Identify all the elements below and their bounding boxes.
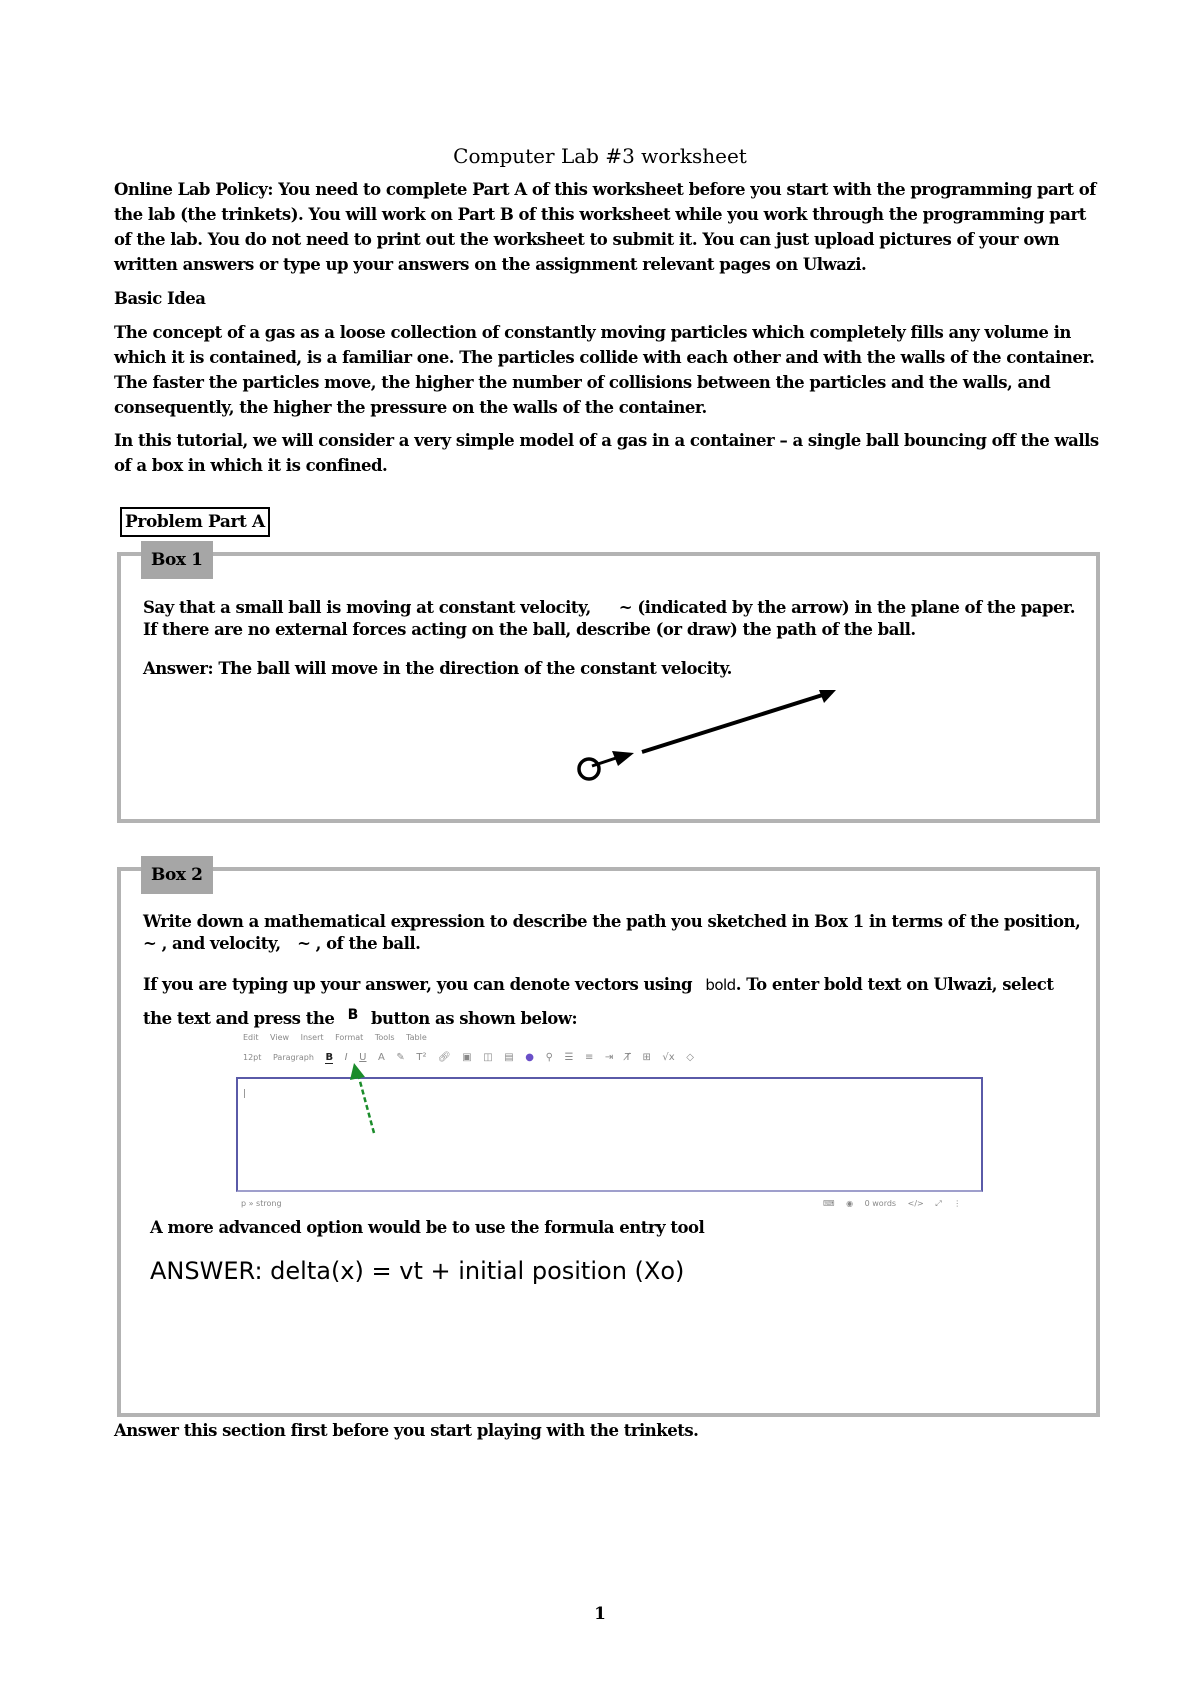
italic-button[interactable]: I (344, 1052, 348, 1063)
menu-edit[interactable]: Edit (243, 1033, 259, 1042)
problem-part-a-label: Problem Part A (120, 507, 270, 537)
box-2-question-line2b: ~ , of the ball. (297, 934, 421, 953)
editor-status-right (823, 1199, 970, 1209)
bold-word: bold (705, 976, 736, 994)
ball-arrow-drawing (570, 680, 850, 790)
basic-idea-heading: Basic Idea (114, 289, 206, 308)
editor-status-path: p » strong (241, 1199, 282, 1208)
velocity-arrow-head (612, 751, 634, 766)
menu-insert[interactable]: Insert (300, 1033, 324, 1042)
policy-label: Online Lab Policy: (114, 180, 273, 199)
box-2-question-line2a: ~ , and velocity, (143, 934, 281, 953)
bold-instr-a: If you are typing up your answer, you can denote vectors using (143, 975, 693, 994)
align-icon[interactable]: ☰ (564, 1052, 574, 1063)
bold-instr-c: the text and press the (143, 1009, 335, 1028)
document-icon[interactable]: ▤ (504, 1052, 514, 1063)
box-2-question-line1: Write down a mathematical expression to describe the path you sketched in Box 1 in terms of the position, (143, 912, 1081, 931)
superscript-icon[interactable]: T² (416, 1052, 427, 1063)
page-number: 1 (594, 1604, 606, 1624)
unlink-icon[interactable]: ⚲ (545, 1052, 553, 1063)
clear-format-icon[interactable]: T̸ (624, 1052, 631, 1063)
table-icon[interactable]: ⊞ (642, 1052, 651, 1063)
footer-note: Answer this section first before you start playing with the trinkets. (114, 1421, 699, 1440)
image-icon[interactable]: ▣ (462, 1052, 472, 1063)
box-2-tab: Box 2 (141, 856, 213, 894)
media-icon[interactable]: ◫ (483, 1052, 493, 1063)
list-icon[interactable]: ≡ (584, 1052, 594, 1063)
box-1-answer: Answer: The ball will move in the direction of the constant velocity. (143, 659, 732, 678)
advanced-note: A more advanced option would be to use the formula entry tool (150, 1218, 705, 1237)
bold-instr-d: button as shown below: (371, 1009, 578, 1028)
green-arrow-line (358, 1074, 374, 1133)
bold-button-glyph: B (347, 1007, 358, 1023)
box-1-tab: Box 1 (141, 541, 213, 579)
page-title: Computer Lab #3 worksheet (453, 144, 747, 168)
editor-menubar (243, 1033, 983, 1042)
embed-icon[interactable]: ◇ (686, 1052, 694, 1063)
fullscreen-icon[interactable]: ⤢ (935, 1199, 942, 1208)
highlight-icon[interactable]: ✎ (396, 1052, 405, 1063)
box-1-question-part1: Say that a small ball is moving at constant velocity, (143, 598, 591, 617)
menu-format[interactable]: Format (335, 1033, 364, 1042)
box-2-bold-instructions (143, 968, 1088, 1037)
code-view-button[interactable]: </> (907, 1199, 924, 1208)
path-arrow-head (819, 690, 836, 703)
bold-instr-b: . To enter bold text on Ulwazi, select (735, 975, 1054, 994)
menu-tools[interactable]: Tools (374, 1033, 395, 1042)
resize-handle-icon[interactable]: ⋮ (953, 1199, 962, 1208)
ball-icon (579, 759, 599, 779)
bold-button[interactable]: B (325, 1052, 334, 1063)
vector-symbol: ~ (618, 598, 633, 617)
box-1-question (143, 597, 1083, 641)
policy-text: You need to complete Part A of this worksheet before you start with the programming part of the lab (the trinkets). You will work on Part B of this worksheet while you work through the programming part of the lab. You do not need to print out the worksheet to submit it. You can just upload pictures of your own written answers or type up your answers on the assignment relevant pages on Ulwazi. (114, 180, 1096, 274)
math-icon[interactable]: √x (662, 1052, 675, 1063)
word-count: 0 words (864, 1199, 897, 1208)
policy-paragraph (114, 177, 1104, 277)
box-1-question-part2: (indicated by the arrow) in the plane of the paper. (637, 598, 1075, 617)
underline-button[interactable]: U (359, 1052, 367, 1063)
block-format-select[interactable]: Paragraph (272, 1053, 314, 1062)
box-2-question (143, 911, 1088, 955)
menu-view[interactable]: View (270, 1033, 290, 1042)
box-2-answer: ANSWER: delta(x) = vt + initial position (Xo) (150, 1257, 685, 1285)
accessibility-icon[interactable]: ◉ (846, 1199, 854, 1208)
path-arrow-line (642, 692, 832, 752)
plugin-icon[interactable]: ● (525, 1052, 535, 1063)
basic-idea-paragraph-1: The concept of a gas as a loose collection of constantly moving particles which completely fills any volume in which it is contained, is a familiar one. The particles collide with each other and with the walls of the container. The faster the particles move, the higher the number of collisions between the particles and the walls, and consequently, the higher the pressure on the walls of the container. (114, 323, 1095, 417)
text-color-icon[interactable]: A (378, 1052, 385, 1063)
keyboard-icon[interactable]: ⌨ (823, 1199, 835, 1208)
green-arrow-head (350, 1063, 365, 1080)
green-pointer-arrow-icon (344, 1062, 384, 1137)
box-1-question-line2: If there are no external forces acting on the ball, describe (or draw) the path of the ball. (143, 620, 916, 639)
menu-table[interactable]: Table (406, 1033, 427, 1042)
link-icon[interactable]: 🔗︎ (438, 1052, 451, 1063)
basic-idea-paragraph-2: In this tutorial, we will consider a very simple model of a gas in a container – a single ball bouncing off the walls of a box in which it is confined. (114, 431, 1099, 475)
indent-icon[interactable]: ⇥ (604, 1052, 614, 1063)
text-cursor (244, 1089, 245, 1098)
font-size-select[interactable]: 12pt (243, 1053, 262, 1062)
